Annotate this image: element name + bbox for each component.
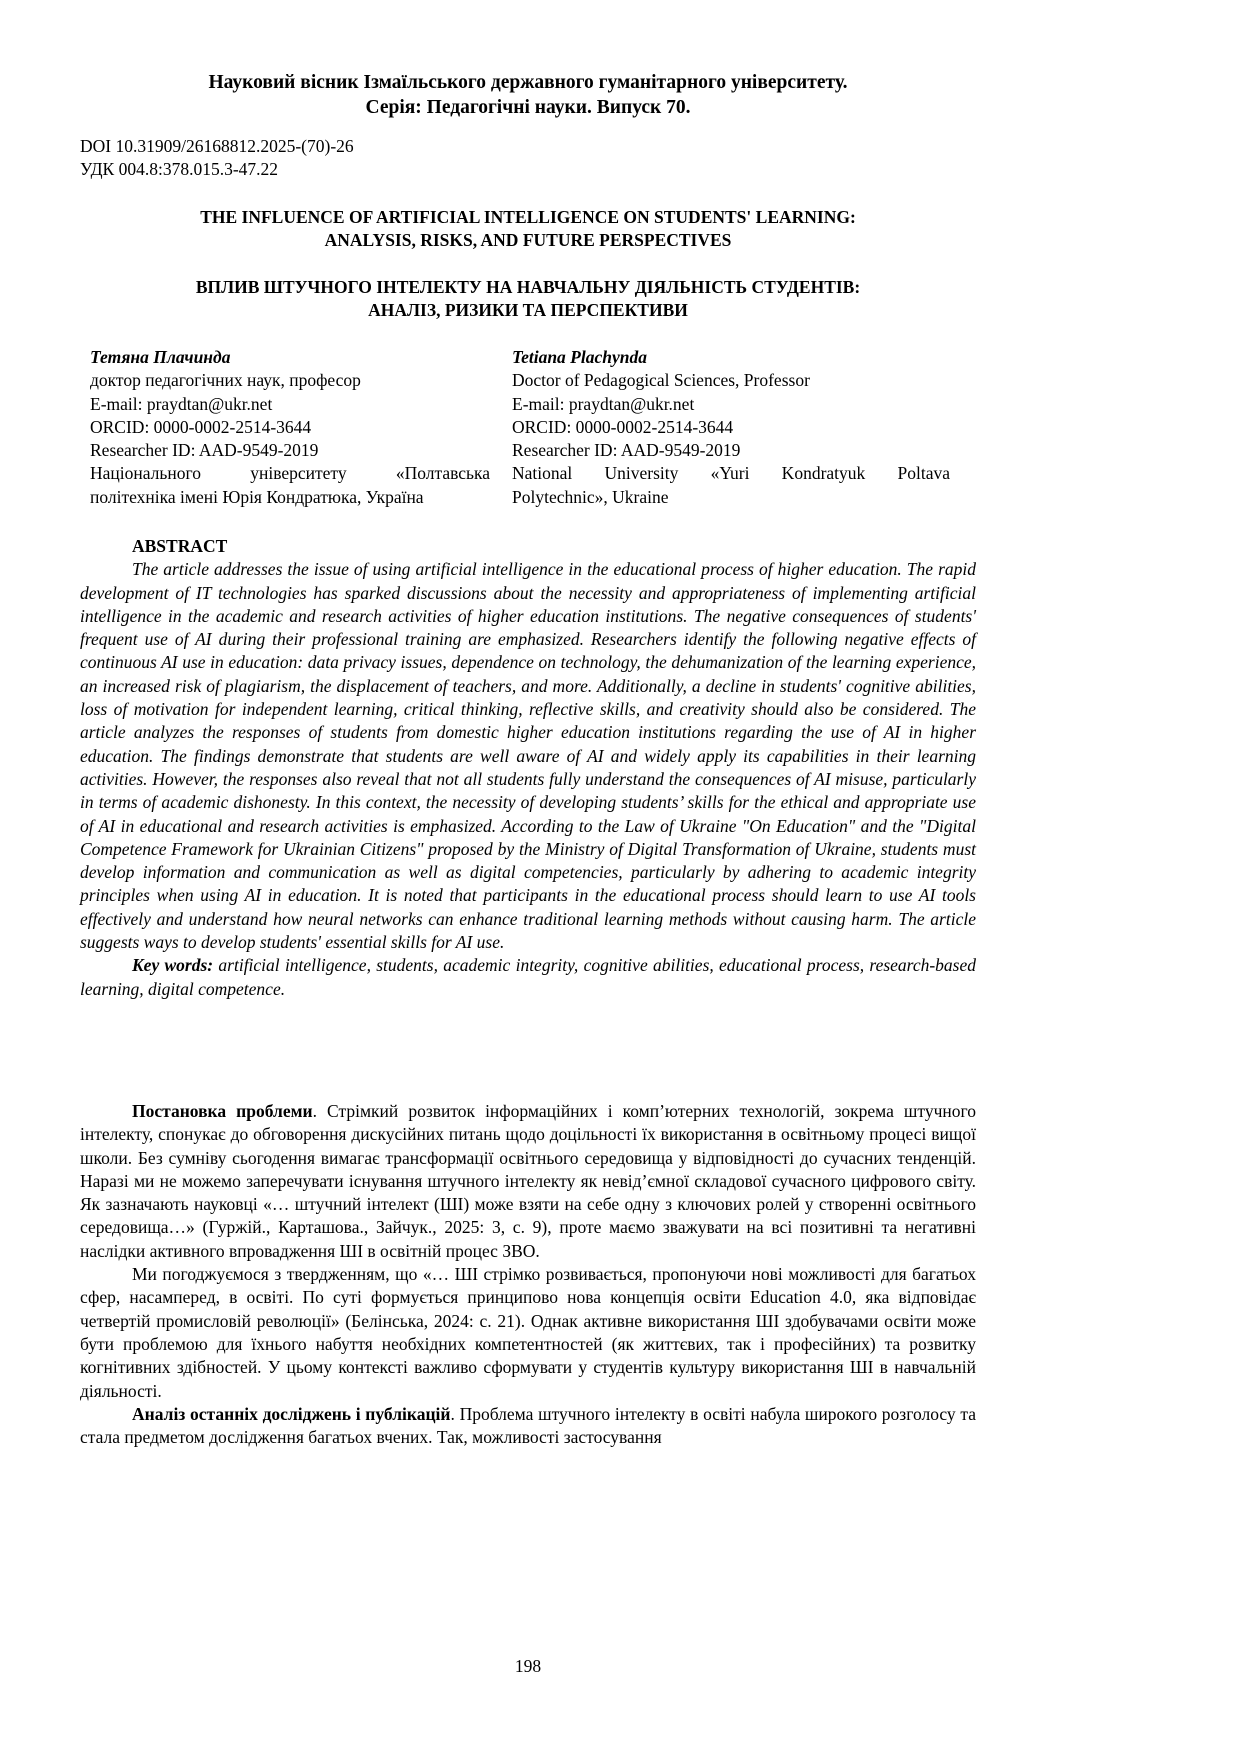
keywords-list: artificial intelligence, students, academic integrity, cognitive abilities, educational process, research-based learning, digital competence.	[80, 955, 977, 999]
journal-series: Серія: Педагогічні науки. Випуск 70.	[365, 97, 691, 118]
title-en-line-1: THE INFLUENCE OF ARTIFICIAL INTELLIGENCE ON STUDENTS' LEARNING:	[200, 207, 856, 227]
author-degree: доктор педагогічних наук, професор	[90, 370, 361, 391]
author-affiliation-line-2: політехніка імені Юрія Кондратюка, Україна	[90, 486, 424, 507]
section-heading: Аналіз останніх досліджень і публікацій	[132, 1403, 451, 1424]
author-orcid: ORCID: 0000-0002-2514-3644	[90, 416, 312, 437]
keywords	[80, 954, 976, 1001]
author-affiliation-line-1: Національного університету «Полтавська	[90, 463, 490, 484]
author-researcher-id: Researcher ID: AAD-9549-2019	[90, 440, 319, 461]
journal-title: Науковий вісник Ізмаїльського державного гуманітарного університету.	[208, 72, 848, 93]
article-meta	[80, 135, 354, 181]
udk: УДК 004.8:378.015.3-47.22	[80, 159, 279, 179]
paragraph: Ми погоджуємося з твердженням, що «… ШІ стрімко розвивається, пропонуючи нові можливості для багатьох сфер, насамперед, в освіті. По суті формується принципово нова концепція освіти Education 4.0, яка відповідає четвертій промисловій революції» (Белінська, 2024: с. 21). Однак активне використання ШІ здобувачами освіти може бути проблемою для їхнього набуття необхідних компетентностей (як життєвих, так і професійних) та розвитку когнітивних здібностей. У цьому контексті важливо сформувати у студентів культуру використання ШІ в навчальній діяльності.	[80, 1264, 976, 1401]
paragraph-text: . Проблема штучного інтелекту в освіті набула широкого розголосу та стала предметом дослідження багатьох вчених. Так, можливості застосування	[80, 1403, 976, 1448]
author-info-en	[512, 346, 950, 509]
author-info-uk	[90, 346, 490, 509]
author-name: Tetiana Plachynda	[512, 347, 647, 367]
paragraph-literature-review	[80, 1403, 976, 1450]
page-number: 198	[514, 1656, 542, 1676]
journal-header	[80, 70, 976, 120]
abstract-text: The article addresses the issue of using artificial intelligence in the educational process of higher education. The rapid development of IT technologies has sparked discussions about the necessity and appropriateness of implementing artificial intelligence in the academic and research activities of higher education institutions. The negative consequences of students' frequent use of AI during their professional training are emphasized. Researchers identify the following negative effects of continuous AI use in education: data privacy issues, dependence on technology, the dehumanization of the learning experience, an increased risk of plagiarism, the displacement of teachers, and more. Additionally, a decline in students' cognitive abilities, loss of motivation for independent learning, critical thinking, reflective skills, and creativity should also be considered. The article analyzes the responses of students from domestic higher education institutions regarding the use of AI in higher education. The findings demonstrate that students are well aware of AI and widely apply its capabilities in their learning activities. However, the responses also reveal that not all students fully understand the consequences of AI misuse, particularly in terms of academic dishonesty. In this context, the necessity of developing students’ skills for the ethical and appropriate use of AI in educational and research activities is emphasized. According to the Law of Ukraine "On Education" and the "Digital Competence Framework for Ukrainian Citizens" proposed by the Ministry of Digital Transformation of Ukraine, students must develop information and communication as well as digital competencies, particularly by adhering to academic integrity principles when using AI in education. It is noted that participants in the educational process should learn to use AI tools effectively and understand how neural networks can enhance traditional learning methods without causing harm. The article suggests ways to develop students' essential skills for AI use.	[80, 559, 976, 953]
author-orcid: ORCID: 0000-0002-2514-3644	[512, 416, 734, 437]
author-affiliation-line-1: National University «Yuri Kondratyuk Poltava	[512, 463, 950, 484]
abstract-section	[80, 535, 976, 1001]
article-title-uk	[80, 276, 976, 322]
title-uk-line-1: ВПЛИВ ШТУЧНОГО ІНТЕЛЕКТУ НА НАВЧАЛЬНУ ДІЯЛЬНІСТЬ СТУДЕНТІВ:	[195, 277, 861, 297]
paragraph-problem-statement	[80, 1100, 976, 1263]
keywords-label: Key words:	[132, 955, 214, 976]
article-body	[80, 1100, 976, 1449]
paragraph-text: . Стрімкий розвиток інформаційних і комп’ютерних технологій, зокрема штучного інтелекту, спонукає до обговорення дискусійних питань щодо доцільності їх використання в освітньому процесі вищої школи. Без сумніву сьогодення вимагає трансформації освітнього середовища у відповідності до сучасних тенденцій. Наразі ми не можемо заперечувати існування штучного інтелекту як невід’ємної складової сучасного цифрового світу. Як зазначають науковці «… штучний інтелект (ШІ) може взяти на себе одну з ключових ролей у створенні освітнього середовища…» (Гуржій., Карташова., Зайчук., 2025: 3, с. 9), проте маємо зважувати на всі позитивні та негативні наслідки активного впровадження ШІ в освітній процес ЗВО.	[80, 1101, 976, 1261]
author-researcher-id: Researcher ID: AAD-9549-2019	[512, 440, 741, 461]
author-affiliation-line-2: Polytechnic», Ukraine	[512, 486, 669, 507]
section-heading: Постановка проблеми	[132, 1101, 313, 1121]
article-title-en	[80, 206, 976, 252]
title-uk-line-2: АНАЛІЗ, РИЗИКИ ТА ПЕРСПЕКТИВИ	[368, 300, 688, 320]
title-en-line-2: ANALYSIS, RISKS, AND FUTURE PERSPECTIVES	[324, 230, 732, 250]
author-name: Тетяна Плачинда	[90, 347, 231, 367]
abstract-heading: ABSTRACT	[132, 536, 228, 556]
author-email: E-mail: praydtan@ukr.net	[512, 393, 695, 414]
author-degree: Doctor of Pedagogical Sciences, Professor	[512, 370, 810, 391]
author-email: E-mail: praydtan@ukr.net	[90, 393, 273, 414]
doi: DOI 10.31909/26168812.2025-(70)-26	[80, 136, 354, 156]
